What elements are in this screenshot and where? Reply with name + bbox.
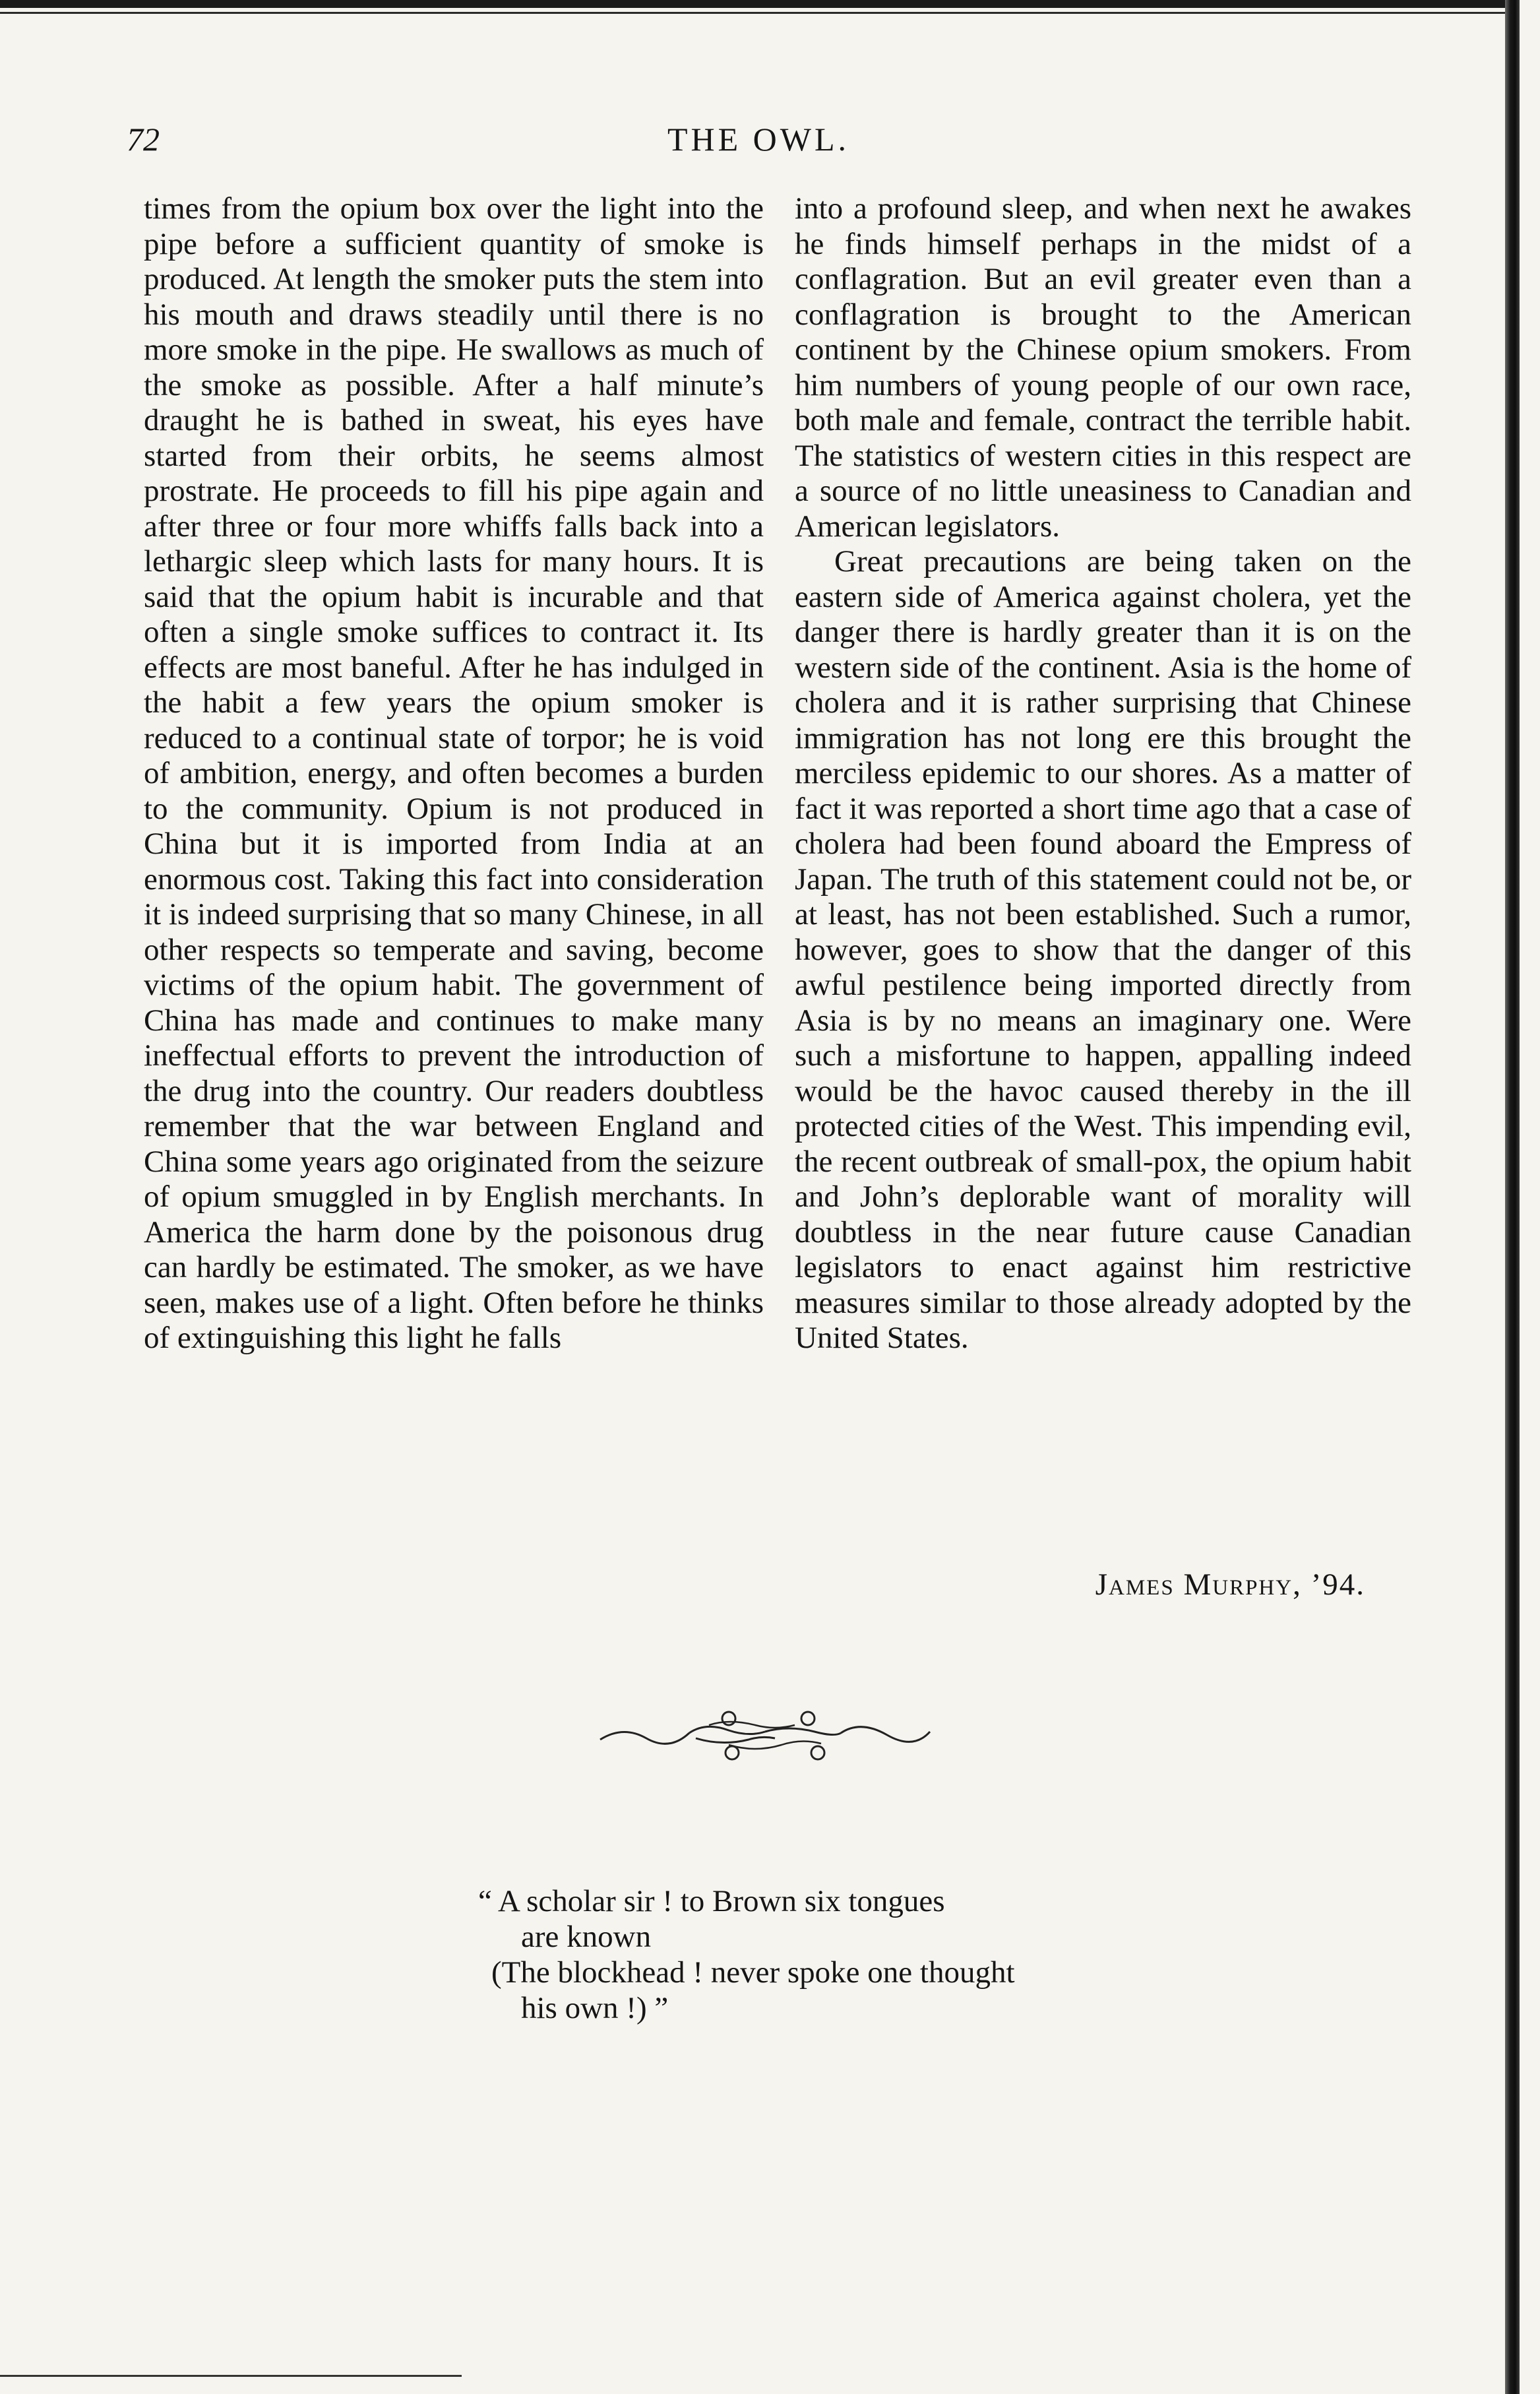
top-border-rule	[0, 0, 1517, 8]
quote-line-3: (The blockhead ! never spoke one thought	[491, 1955, 1015, 1990]
page-number: 72	[127, 121, 160, 158]
left-column	[144, 191, 764, 1356]
author-signature: James Murphy, ’94.	[1095, 1567, 1365, 1602]
quote-line-4: his own !) ”	[521, 1991, 669, 2025]
quote-line-2: are known	[521, 1920, 652, 1954]
left-column-paragraph-1: times from the opium box over the light into the pipe before a sufficient quantity of smoke is produced. At length the smoker puts the stem into his mouth and draws steadily until there is no more smoke in the pipe. He swallows as much of the smoke as possible. After a half minute’s draught he is bathed in sweat, his eyes have started from their orbits, he seems almost prostrate. He proceeds to fill his pipe again and after three or four more whiffs falls back into a lethargic sleep which lasts for many hours. It is said that the opium habit is incurable and that often a single smoke suffices to contract it. Its effects are most baneful. After he has indulged in the habit a few years the opium smoker is reduced to a continual state of torpor; he is void of ambition, energy, and often becomes a burden to the community. Opium is not produced in China but it is imported from India at an enormous cost. Taking this fact into consideration it is indeed surprising that so many Chinese, in all other respects so temperate and saving, become victims of the opium habit. The government of China has made and continues to make many ineffectual efforts to prevent the introduction of the drug into the country. Our readers doubtless remember that the war between England and China some years ago originated from the seizure of opium smuggled in by English merchants. In America the harm done by the poisonous drug can hardly be estimated. The smoker, as we have seen, makes use of a light. Often before he thinks of extinguishing this light he falls	[144, 191, 764, 1355]
quote-line-1: “ A scholar sir ! to Brown six tongues	[478, 1884, 945, 1918]
page-binding-edge	[1505, 0, 1520, 2394]
right-column-paragraph-1: into a profound sleep, and when next he awakes he finds himself perhaps in the midst of a conflagration. But an evil greater even than a conflagration is brought to the American continent by the Chinese opium smokers. From him numbers of young people of our own race, both male and female, contract the terrible habit. The statistics of western cities in this respect are a source of no little uneasiness to Canadian and American legislators.	[795, 191, 1411, 544]
bottom-border-rule	[0, 2375, 462, 2377]
top-border-rule-thin	[0, 12, 1517, 14]
running-title: THE OWL.	[667, 121, 850, 158]
closing-quote	[478, 1883, 1204, 2026]
right-column-paragraph-2: Great precautions are being taken on the eastern side of America against cholera, yet the danger there is hardly greater than it is on the western side of the continent. Asia is the home of cholera and it is rather surprising that Chinese immigration has not long ere this brought the merciless epidemic to our shores. As a matter of fact it was reported a short time ago that a case of cholera had been found aboard the Empress of Japan. The truth of this statement could not be, or at least, has not been established. Such a rumor, however, goes to show that the danger of this awful pestilence being imported directly from Asia is by no means an imaginary one. Were such a misfortune to happen, appalling indeed would be the havoc caused thereby in the ill protected cities of the West. This impending evil, the recent outbreak of small-pox, the opium habit and John’s deplorable want of morality will doubtless in the near future cause Canadian legislators to enact against him restrictive measures similar to those already adopted by the United States.	[795, 544, 1411, 1355]
flourish-divider-icon	[597, 1705, 933, 1765]
right-column	[795, 191, 1411, 1356]
